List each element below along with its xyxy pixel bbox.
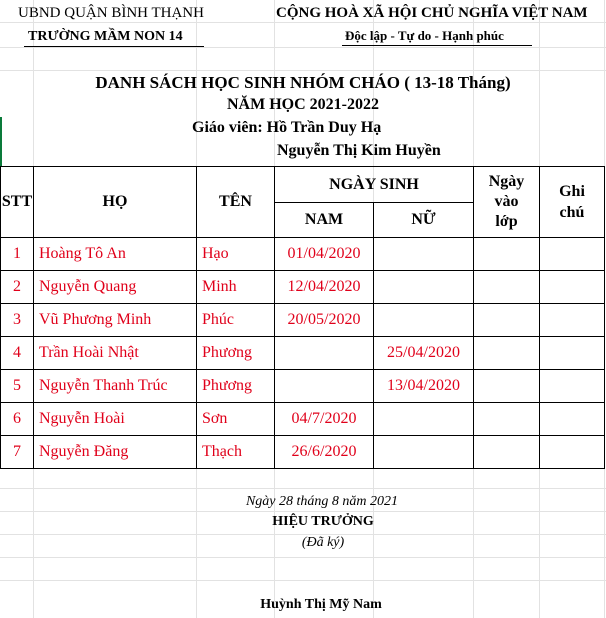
header-stt: STT bbox=[1, 167, 34, 238]
table-row bbox=[1, 436, 605, 469]
row-ngay-vao-lop bbox=[474, 403, 540, 436]
table-row bbox=[1, 403, 605, 436]
row-ho: Nguyễn Đăng bbox=[34, 436, 197, 469]
row-ghi-chu bbox=[540, 304, 605, 337]
row-ghi-chu bbox=[540, 271, 605, 304]
teacher-line-1: Giáo viên: Hồ Trần Duy Hạ bbox=[192, 119, 382, 136]
row-ho: Nguyễn Quang bbox=[34, 271, 197, 304]
row-nam: 01/04/2020 bbox=[275, 238, 374, 271]
school-underline bbox=[24, 46, 204, 47]
table-row bbox=[1, 238, 605, 271]
header-ngay-sinh: NGÀY SINH bbox=[275, 167, 474, 203]
school-name: TRƯỜNG MẦM NON 14 bbox=[28, 29, 183, 44]
school-year: NĂM HỌC 2021-2022 bbox=[227, 96, 379, 113]
grid-line bbox=[0, 70, 606, 71]
row-ten: Phương bbox=[197, 337, 275, 370]
grid-line bbox=[0, 47, 606, 48]
row-ngay-vao-lop bbox=[474, 436, 540, 469]
row-nam: 20/05/2020 bbox=[275, 304, 374, 337]
sign-date: Ngày 28 tháng 8 năm 2021 bbox=[245, 494, 399, 509]
grid-line bbox=[0, 22, 606, 23]
row-ho: Hoàng Tô An bbox=[34, 238, 197, 271]
row-ghi-chu bbox=[540, 436, 605, 469]
row-ghi-chu bbox=[540, 238, 605, 271]
row-nu bbox=[374, 271, 474, 304]
row-ten: Sơn bbox=[197, 403, 275, 436]
table-row bbox=[1, 370, 605, 403]
motto: Độc lập - Tự do - Hạnh phúc bbox=[345, 28, 504, 43]
row-ten: Minh bbox=[197, 271, 275, 304]
principal-title: HIỆU TRƯỞNG bbox=[272, 514, 374, 529]
row-nu: 13/04/2020 bbox=[374, 370, 474, 403]
teacher-line-2: Nguyễn Thị Kim Huyền bbox=[277, 142, 441, 159]
grid-line bbox=[0, 580, 606, 581]
motto-underline bbox=[342, 45, 532, 46]
row-stt: 3 bbox=[1, 304, 34, 337]
grid-line bbox=[0, 557, 606, 558]
row-nu: 25/04/2020 bbox=[374, 337, 474, 370]
country-name: CỘNG HOÀ XÃ HỘI CHỦ NGHĨA VIỆT NAM bbox=[276, 5, 588, 21]
row-stt: 1 bbox=[1, 238, 34, 271]
row-ten: Phương bbox=[197, 370, 275, 403]
row-ngay-vao-lop bbox=[474, 304, 540, 337]
district-name: UBND QUẬN BÌNH THẠNH bbox=[18, 5, 204, 21]
header-ngay-vao-lop-1: Ngày bbox=[488, 173, 525, 190]
header-ghi-chu-2: chú bbox=[559, 204, 585, 221]
row-nu bbox=[374, 304, 474, 337]
row-ten: Hạo bbox=[197, 238, 275, 271]
row-ho: Trần Hoài Nhật bbox=[34, 337, 197, 370]
row-nu bbox=[374, 403, 474, 436]
row-stt: 6 bbox=[1, 403, 34, 436]
header-ghi-chu bbox=[540, 167, 605, 238]
row-ngay-vao-lop bbox=[474, 271, 540, 304]
row-ngay-vao-lop bbox=[474, 370, 540, 403]
row-ngay-vao-lop bbox=[474, 337, 540, 370]
grid-line bbox=[0, 488, 606, 489]
row-ten: Thạch bbox=[197, 436, 275, 469]
header-nam: NAM bbox=[275, 203, 374, 238]
row-nam bbox=[275, 337, 374, 370]
table-row bbox=[1, 271, 605, 304]
row-nam: 04/7/2020 bbox=[275, 403, 374, 436]
header-ngay-vao-lop-3: lớp bbox=[495, 213, 518, 230]
row-stt: 5 bbox=[1, 370, 34, 403]
row-ngay-vao-lop bbox=[474, 238, 540, 271]
header-ngay-vao-lop bbox=[474, 167, 540, 238]
header-ghi-chu-1: Ghi bbox=[559, 183, 585, 200]
table-row bbox=[1, 337, 605, 370]
row-ho: Nguyễn Hoài bbox=[34, 403, 197, 436]
header-nu: NỮ bbox=[374, 203, 474, 238]
row-ghi-chu bbox=[540, 403, 605, 436]
header-ho: HỌ bbox=[34, 167, 197, 238]
row-nam bbox=[275, 370, 374, 403]
row-nam: 26/6/2020 bbox=[275, 436, 374, 469]
table-row bbox=[1, 304, 605, 337]
row-nam: 12/04/2020 bbox=[275, 271, 374, 304]
signed-note: (Đã ký) bbox=[301, 535, 345, 550]
header-ngay-vao-lop-2: vào bbox=[494, 193, 519, 210]
grid-line bbox=[0, 511, 606, 512]
row-ten: Phúc bbox=[197, 304, 275, 337]
cell-selection-border bbox=[0, 117, 2, 166]
row-stt: 4 bbox=[1, 337, 34, 370]
signer-name: Huỳnh Thị Mỹ Nam bbox=[260, 597, 382, 612]
row-stt: 7 bbox=[1, 436, 34, 469]
row-ghi-chu bbox=[540, 337, 605, 370]
row-ho: Nguyễn Thanh Trúc bbox=[34, 370, 197, 403]
row-nu bbox=[374, 238, 474, 271]
row-ho: Vũ Phương Minh bbox=[34, 304, 197, 337]
page-title: DANH SÁCH HỌC SINH NHÓM CHÁO ( 13-18 Tháng) bbox=[95, 73, 511, 92]
row-ghi-chu bbox=[540, 370, 605, 403]
student-table bbox=[0, 166, 605, 469]
row-nu bbox=[374, 436, 474, 469]
header-ten: TÊN bbox=[197, 167, 275, 238]
row-stt: 2 bbox=[1, 271, 34, 304]
